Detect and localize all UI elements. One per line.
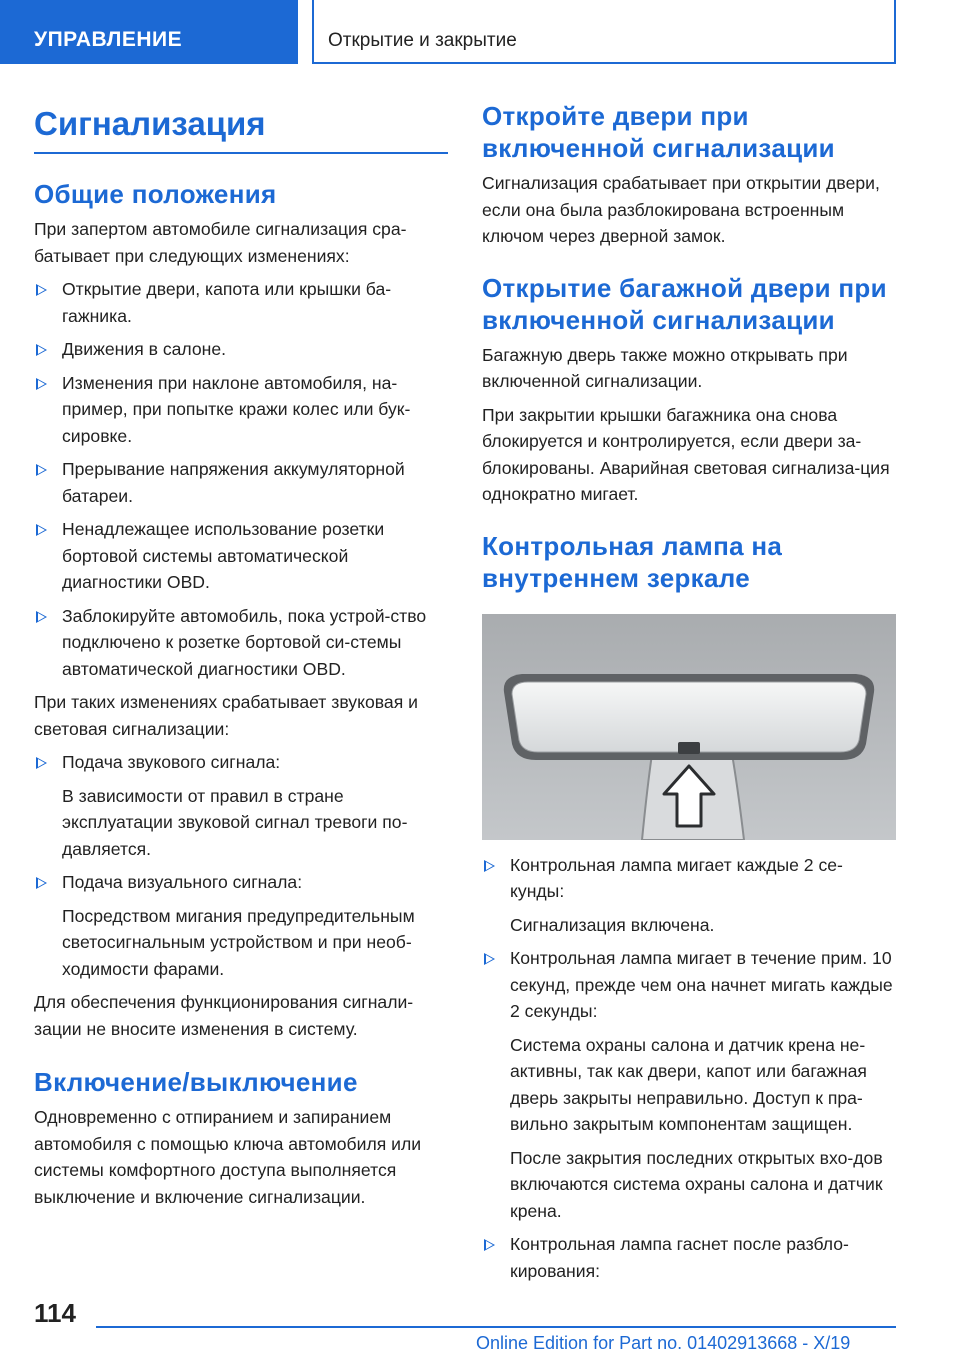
list-item: Ненадлежащее использование розетки бортовой системы автоматической диагностики OBD. [34,516,448,596]
tailgate-text-1: Багажную дверь также можно открывать при включенной сигнализации. [482,344,848,391]
list-item: Подача звукового сигнала: В зависимости от правил в стране эксплуатации звуковой сигнал тревоги по-давляется. [34,749,448,862]
list-item: Изменения при наклоне автомобиля, на-пример, при попытке кражи колес или бук-сировке. [34,370,448,450]
tailgate-text-2: При закрытии крышки багажника она снова блокируется и контролируется, если двери за-блокированы. Аварийная световая сигнализа-ция однократно мигает. [482,404,890,504]
page-title: Сигнализация [34,104,448,154]
list-item: Контрольная лампа мигает каждые 2 се-кунды: Сигнализация включена. [482,852,896,939]
list-item: Подача визуального сигнала: Посредством мигания предупредительным светосигнальным устройством и при необ-ходимости фарами. [34,869,448,982]
doors-text: Сигнализация срабатывает при открытии двери, если она была разблокирована встроенным ключом через дверной замок. [482,173,880,246]
list-item: Заблокируйте автомобиль, пока устрой-ство подключено к розетке бортовой си-стемы автоматической диагностики OBD. [34,603,448,683]
general-note: Для обеспечения функционирования сигнали-зации не вносите изменения в систему. [34,992,414,1039]
heading-onoff: Включение/выключение [34,1067,358,1097]
triangle-bullet-icon [36,378,47,390]
lamp-list [482,852,896,1285]
triangle-bullet-icon [36,284,47,296]
general-list [34,276,448,682]
triangle-bullet-icon [36,877,47,889]
page-number: 114 [34,1298,76,1328]
heading-lamp: Контрольная лампа на внутреннем зеркале [482,530,783,593]
header-chapter-label: Открытие и закрытие [328,30,517,51]
footer-divider [96,1326,896,1328]
header-section-label: УПРАВЛЕНИЕ [34,28,183,51]
triangle-bullet-icon [484,1239,495,1251]
triangle-bullet-icon [36,464,47,476]
heading-tailgate: Открытие багажной двери при включенной сигнализации [482,272,887,335]
general-intro: При запертом автомобиле сигнализация сра-батывает при следующих изменениях: [34,219,407,266]
onoff-text: Одновременно с отпиранием и запиранием автомобиля с помощью ключа автомобиля или системы комфортного доступа выполняется выключение и включение сигнализации. [34,1107,422,1207]
list-item: Контрольная лампа гаснет после разбло-кирования: [482,1231,896,1284]
heading-general: Общие положения [34,179,277,209]
triangle-bullet-icon [36,757,47,769]
triangle-bullet-icon [36,344,47,356]
header-section-tab [0,0,298,64]
left-column [34,100,448,1217]
right-column [482,100,896,1291]
list-item: Контрольная лампа мигает в течение прим. 10 секунд, прежде чем она начнет мигать каждые 2 секунды: Система охраны салона и датчик крена не-активны, так как двери, капот или багажная дверь закрыты неправильно. Доступ к пра-вильно закрытым компонентам защищен. После закрытия последних открытых вхо-дов включаются система охраны салона и датчик крена. [482,945,896,1224]
mirror-illustration [482,614,896,840]
mirror-indicator-icon [482,614,896,840]
triangle-bullet-icon [484,953,495,965]
triangle-bullet-icon [36,611,47,623]
list-item: Прерывание напряжения аккумуляторной батареи. [34,456,448,509]
heading-doors: Откройте двери при включенной сигнализации [482,101,835,163]
triangle-bullet-icon [484,860,495,872]
signals-list [34,749,448,982]
header-chapter-box [312,0,896,64]
triangle-bullet-icon [36,524,47,536]
list-item: Движения в салоне. [34,336,448,363]
list-item: Открытие двери, капота или крышки ба-гажника. [34,276,448,329]
signals-intro: При таких изменениях срабатывает звуковая и световая сигнализации: [34,692,418,739]
footer-edition: Online Edition for Part no. 01402913668 - X/19 [476,1333,851,1353]
